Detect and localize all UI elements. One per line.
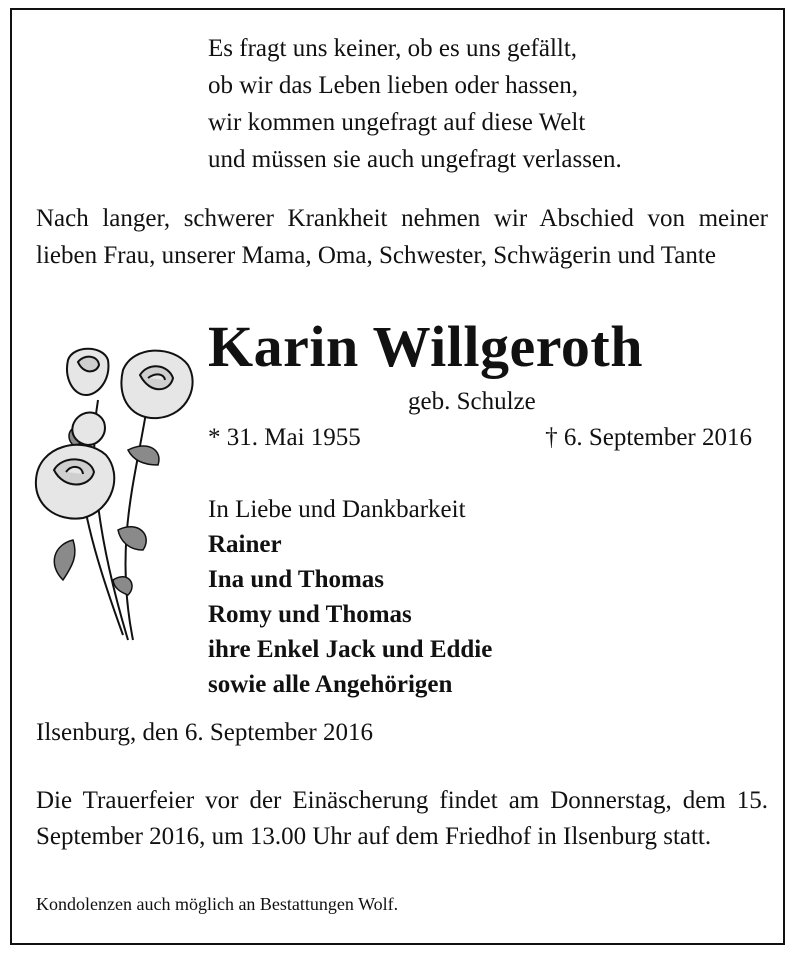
mourners-intro: In Liebe und Dankbarkeit: [208, 496, 466, 523]
mourner-name: ihre Enkel Jack und Eddie: [208, 636, 493, 663]
deceased-name: Karin Willgeroth: [208, 314, 643, 379]
funeral-notice: Die Trauerfeier vor der Einäscherung findet am Donnerstag, dem 15. September 2016, um 13.00 Uhr auf dem Friedhof in Ilsenburg statt.: [36, 787, 768, 850]
poem-line: und müssen sie auch ungefragt verlassen.: [208, 146, 622, 173]
intro-text: Nach langer, schwerer Krankheit nehmen wir Abschied von meiner lieben Frau, unserer Mama, Oma, Schwester, Schwägerin und Tante: [36, 205, 768, 269]
poem-line: Es fragt uns keiner, ob es uns gefällt,: [208, 35, 578, 62]
birth-date: * 31. Mai 1955: [208, 424, 361, 451]
mourners-block: [208, 492, 492, 702]
death-date: † 6. September 2016: [545, 424, 752, 451]
roses-icon: [28, 340, 200, 650]
mourner-name: sowie alle Angehörigen: [208, 671, 453, 698]
birth-name: geb. Schulze: [408, 388, 536, 415]
poem-line: wir kommen ungefragt auf diese Welt: [208, 109, 586, 136]
mourner-name: Ina und Thomas: [208, 566, 385, 593]
mourner-name: Rainer: [208, 531, 282, 558]
mourner-name: Romy und Thomas: [208, 601, 412, 628]
place-date: Ilsenburg, den 6. September 2016: [36, 719, 373, 746]
poem-line: ob wir das Leben lieben oder hassen,: [208, 72, 579, 99]
condolence-note: Kondolenzen auch möglich an Bestattungen Wolf.: [36, 894, 399, 914]
poem: [208, 30, 622, 178]
